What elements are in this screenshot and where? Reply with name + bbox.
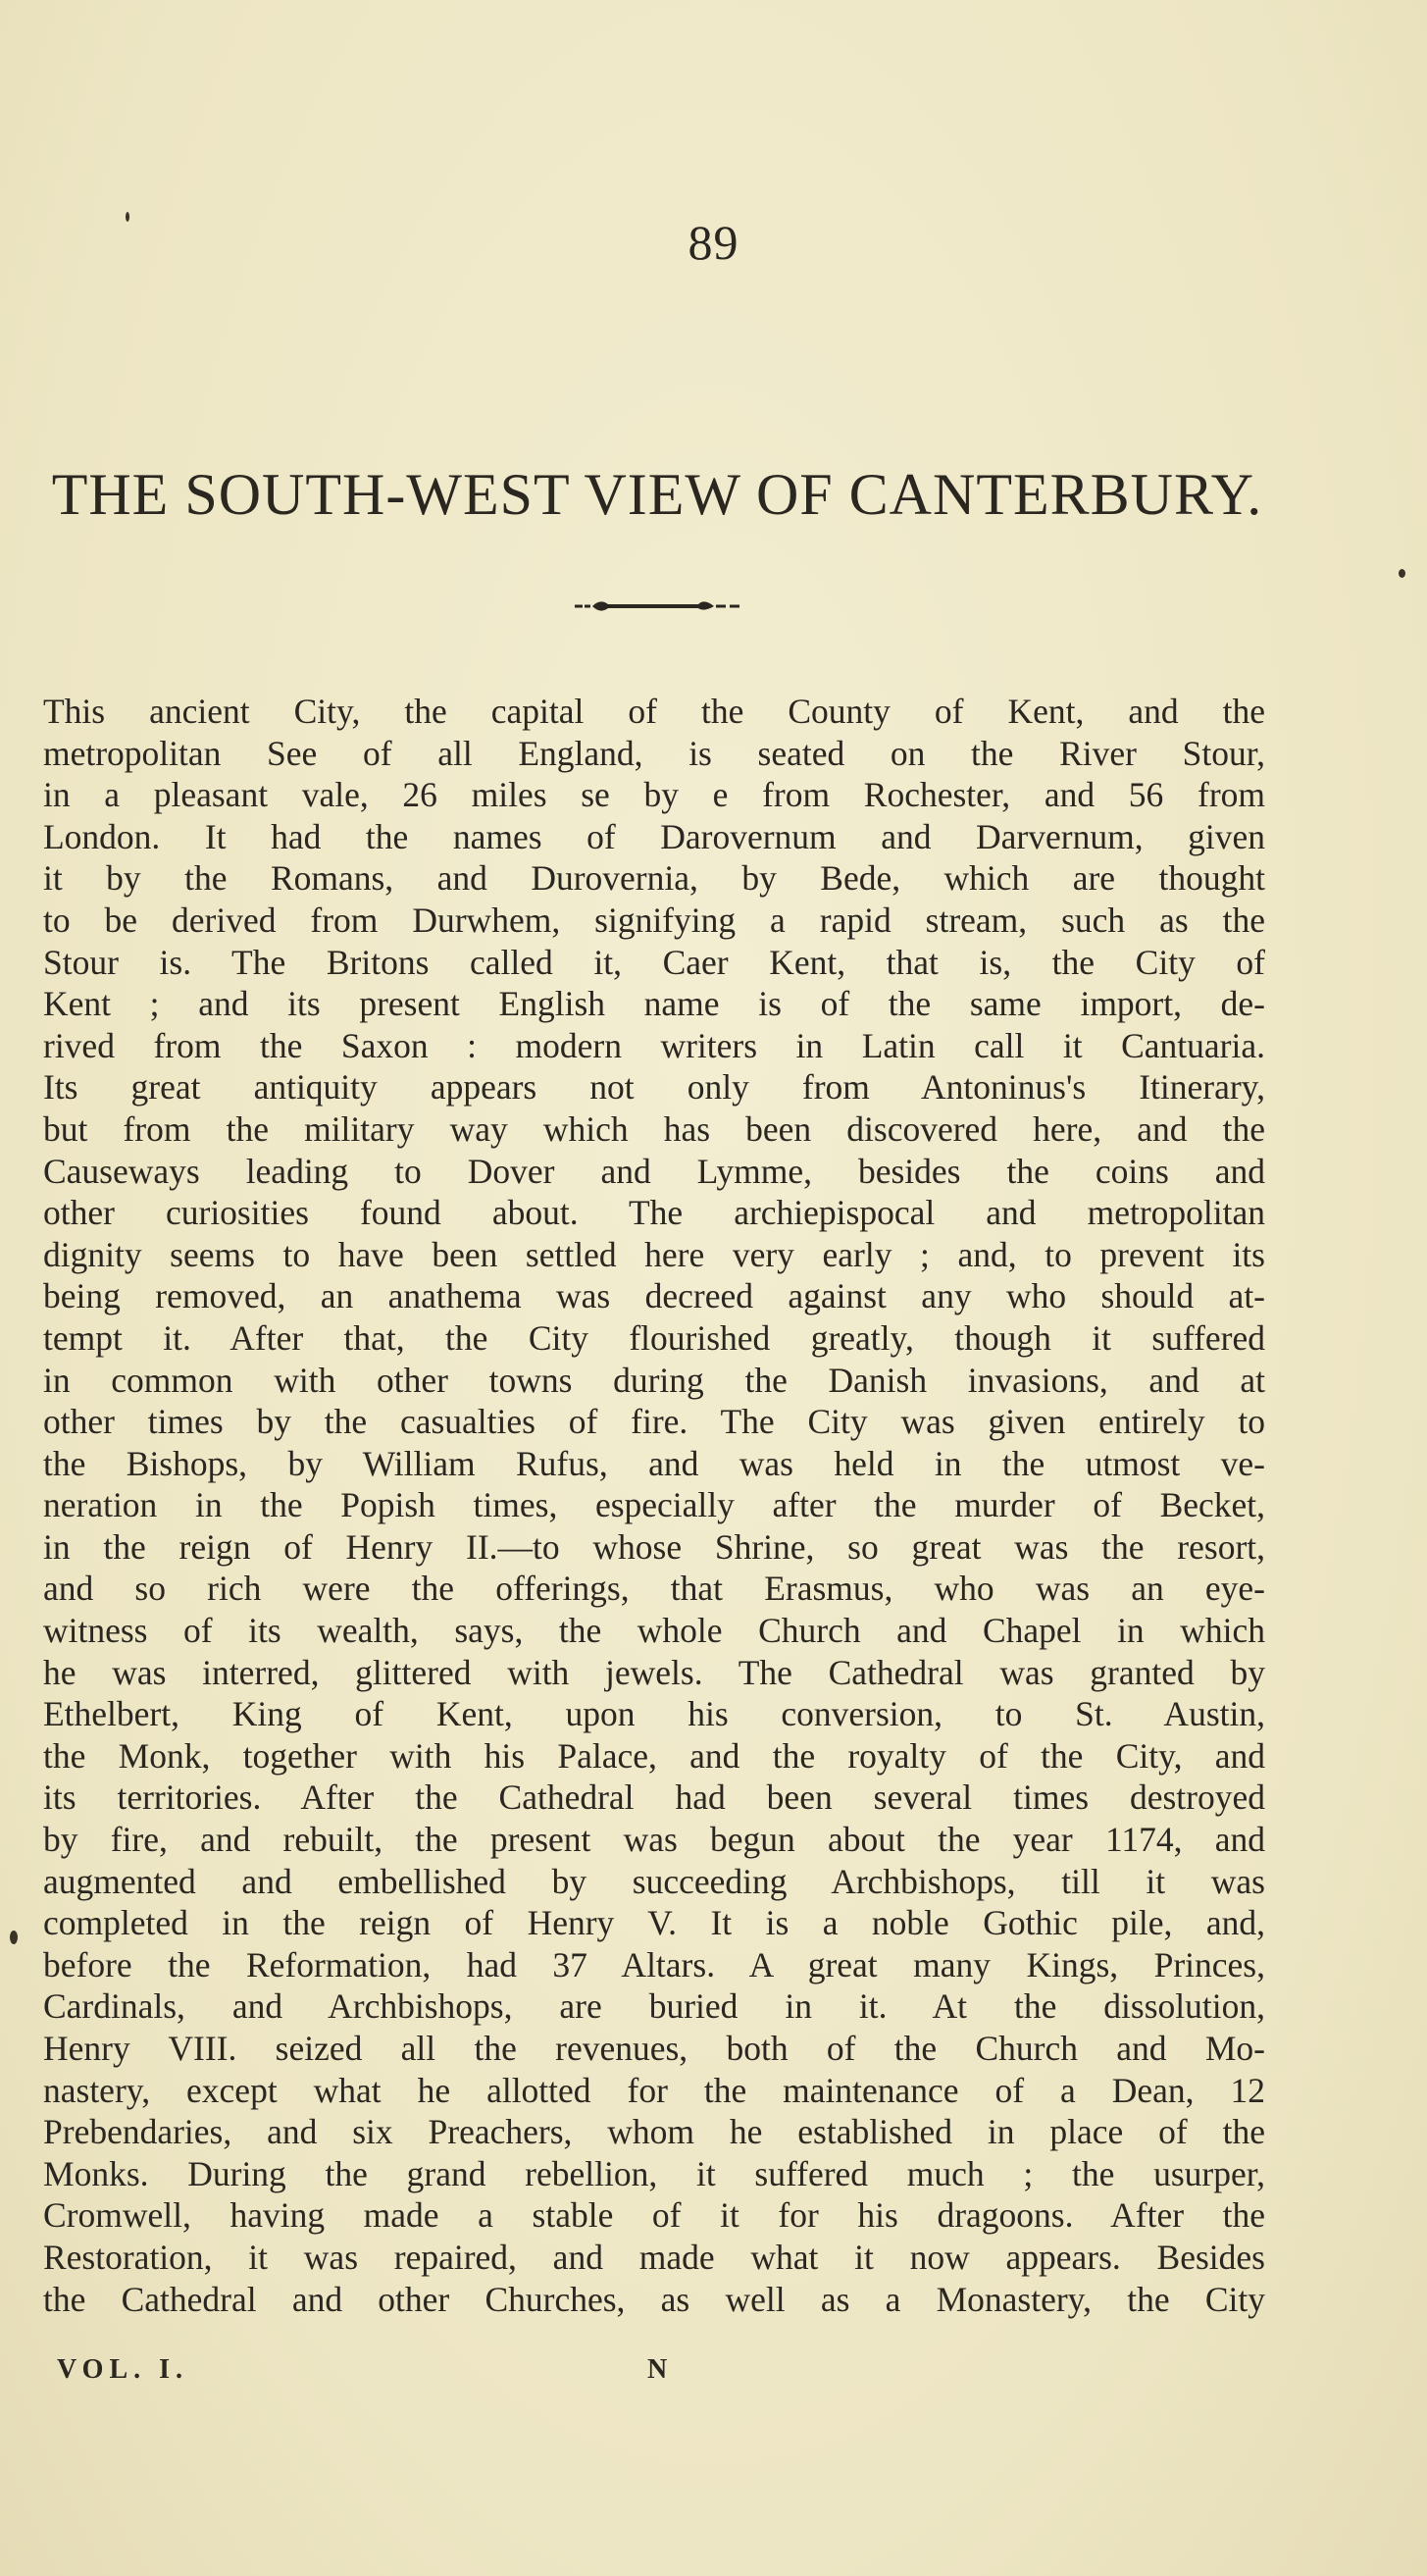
text-line: nastery, except what he allotted for the maintenance of a Dean, 12 [43,2070,1265,2110]
text-line: the Monk, together with his Palace, and the royalty of the City, and [43,1735,1265,1776]
text-line: Cromwell, having made a stable of it for his dragoons. After the [43,2195,1265,2236]
article-body [43,691,1265,2320]
page-number: 89 [688,215,739,270]
text-line: by fire, and rebuilt, the present was begun about the year 1174, and [43,1820,1265,1860]
ink-speck [10,1931,18,1944]
text-line: and so rich were the offerings, that Erasmus, who was an eye- [43,1569,1265,1609]
text-line: Restoration, it was repaired, and made what it now appears. Besides [43,2237,1265,2277]
text-line: in common with other towns during the Danish invasions, and at [43,1360,1265,1400]
text-line: Kent ; and its present English name is of the same import, de- [43,984,1265,1024]
text-line: Henry VIII. seized all the revenues, both of the Church and Mo- [43,2029,1265,2068]
volume-signature: VOL. I. [57,2354,189,2385]
text-line: rived from the Saxon : modern writers in Latin call it Cantuaria. [43,1025,1265,1065]
text-line: being removed, an anathema was decreed against any who should at- [43,1276,1265,1316]
text-line: completed in the reign of Henry V. It is a noble Gothic pile, and, [43,1903,1265,1943]
text-line: tempt it. After that, the City flourished greatly, though it suffered [43,1317,1265,1358]
ink-speck [126,212,129,222]
text-line: to be derived from Durwhem, signifying a rapid stream, such as the [43,900,1265,940]
text-line: the Bishops, by William Rufus, and was held in the utmost ve- [43,1443,1265,1483]
text-line: Its great antiquity appears not only from Antoninus's Itinerary, [43,1067,1265,1108]
text-line: London. It had the names of Darovernum and Darvernum, given [43,816,1265,856]
text-line: it by the Romans, and Durovernia, by Bede, which are thought [43,858,1265,899]
text-line: its territories. After the Cathedral had been several times destroyed [43,1777,1265,1818]
gathering-signature: N [647,2354,668,2385]
text-line: augmented and embellished by succeeding Archbishops, till it was [43,1861,1265,1901]
text-line: This ancient City, the capital of the County of Kent, and the [43,692,1265,731]
text-line: Cardinals, and Archbishops, are buried in it. At the dissolution, [43,1986,1265,2027]
text-line: other curiosities found about. The archiepispocal and metropolitan [43,1193,1265,1233]
text-line: Monks. During the grand rebellion, it suffered much ; the usurper, [43,2153,1265,2193]
text-line: before the Reformation, had 37 Altars. A great many Kings, Princes, [43,1944,1265,1984]
text-line: he was interred, glittered with jewels. The Cathedral was granted by [43,1652,1265,1692]
text-line: Ethelbert, King of Kent, upon his conversion, to St. Austin, [43,1694,1265,1734]
text-line: in a pleasant vale, 26 miles se by e from Rochester, and 56 from [43,775,1265,815]
text-line: Stour is. The Britons called it, Caer Kent, that is, the City of [43,942,1265,982]
rule-ornament-icon [571,594,743,616]
page-title: THE SOUTH-WEST VIEW OF CANTERBURY. [51,462,1263,527]
text-line: neration in the Popish times, especially after the murder of Becket, [43,1485,1265,1525]
text-line: other times by the casualties of fire. The City was given entirely to [43,1402,1265,1442]
text-line: in the reign of Henry II.—to whose Shrine, so great was the resort, [43,1526,1265,1567]
text-line: but from the military way which has been discovered here, and the [43,1108,1265,1149]
text-line: Prebendaries, and six Preachers, whom he established in place of the [43,2112,1265,2152]
text-line: witness of its wealth, says, the whole Church and Chapel in which [43,1611,1265,1651]
text-line: metropolitan See of all England, is seated on the River Stour, [43,733,1265,773]
text-line: Causeways leading to Dover and Lymme, besides the coins and [43,1151,1265,1191]
text-line: dignity seems to have been settled here very early ; and, to prevent its [43,1234,1265,1274]
text-line: the Cathedral and other Churches, as well as a Monastery, the City [43,2279,1265,2319]
ink-speck [1399,569,1405,578]
